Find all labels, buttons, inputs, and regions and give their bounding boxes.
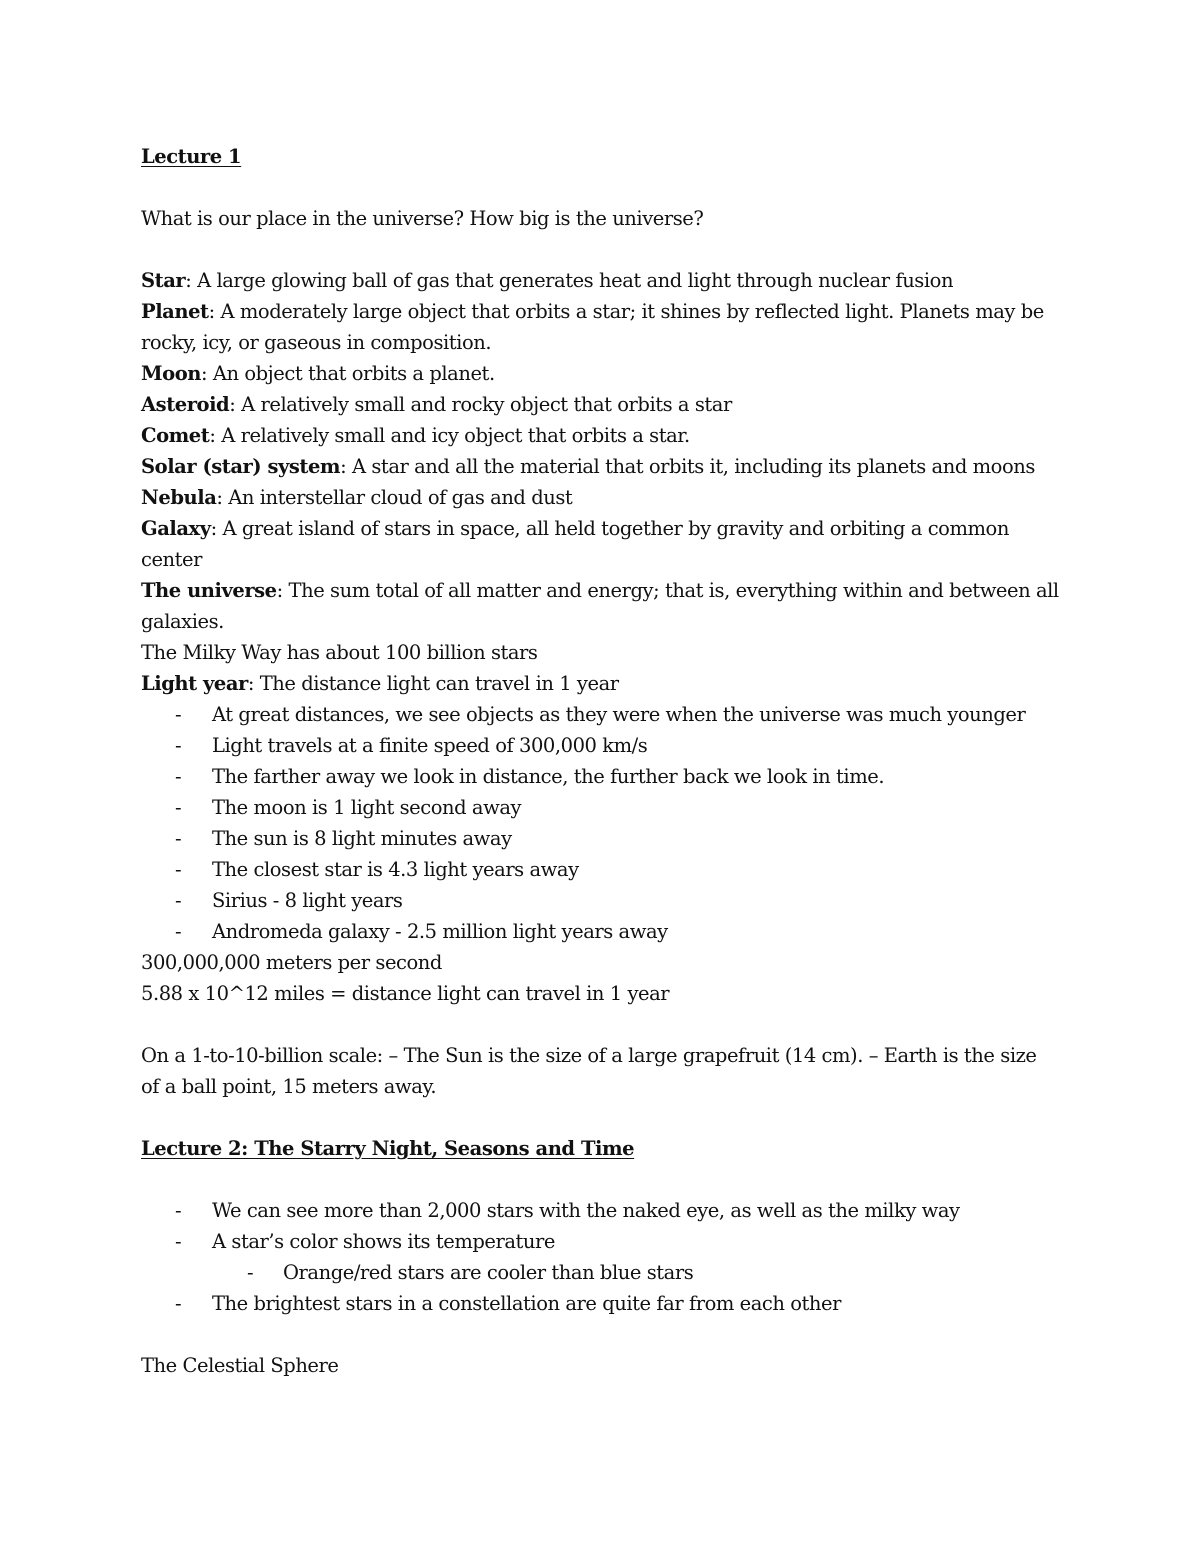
list-item <box>141 1288 1061 1319</box>
list-item-text: We can see more than 2,000 stars with the naked eye, as well as the milky way <box>212 1199 960 1222</box>
definition-solar-system <box>141 451 1061 482</box>
definition-galaxy-cont: center <box>141 548 203 571</box>
definition-star <box>141 265 1061 296</box>
list-item-text: The brightest stars in a constellation are quite far from each other <box>212 1292 842 1315</box>
definition-text: : An interstellar cloud of gas and dust <box>216 486 573 509</box>
definition-planet <box>141 296 1061 327</box>
lecture-1-heading: Lecture 1 <box>141 145 242 168</box>
list-item-text: A star’s color shows its temperature <box>212 1230 556 1253</box>
term: Solar (star) system <box>141 455 341 478</box>
definition-text: : The distance light can travel in 1 year <box>247 672 619 695</box>
list-item <box>141 823 1061 854</box>
definition-universe <box>141 575 1061 606</box>
term: Asteroid <box>141 393 230 416</box>
definition-text: : The sum total of all matter and energy; that is, everything within and between all <box>276 579 1059 602</box>
light-year-distance: 5.88 x 10^12 miles = distance light can travel in 1 year <box>141 982 670 1005</box>
definition-text: : A relatively small and icy object that orbits a star. <box>209 424 690 447</box>
list-item <box>141 792 1061 823</box>
bullet-dash: - <box>175 889 182 912</box>
term: Star <box>141 269 186 292</box>
definition-asteroid <box>141 389 1061 420</box>
definition-universe-cont: galaxies. <box>141 610 224 633</box>
list-item-text: Light travels at a finite speed of 300,000 km/s <box>212 734 648 757</box>
list-item-text: The closest star is 4.3 light years away <box>212 858 579 881</box>
definition-moon <box>141 358 1061 389</box>
definition-nebula <box>141 482 1061 513</box>
blank-line <box>141 1102 1061 1133</box>
intro-question: What is our place in the universe? How big is the universe? <box>141 207 704 230</box>
section-celestial-sphere: The Celestial Sphere <box>141 1354 339 1377</box>
bullet-dash: - <box>175 1199 182 1222</box>
list-item-text: Andromeda galaxy - 2.5 million light years away <box>212 920 668 943</box>
list-item <box>141 761 1061 792</box>
list-item <box>141 854 1061 885</box>
list-item <box>141 699 1061 730</box>
list-item-text: The farther away we look in distance, the further back we look in time. <box>212 765 885 788</box>
definition-text: : A moderately large object that orbits a star; it shines by reflected light. Planets may be <box>208 300 1044 323</box>
bullet-dash: - <box>175 796 182 819</box>
milky-way-fact: The Milky Way has about 100 billion stars <box>141 641 538 664</box>
definition-text: : A large glowing ball of gas that generates heat and light through nuclear fusion <box>185 269 954 292</box>
term: Planet <box>141 300 209 323</box>
definition-light-year <box>141 668 1061 699</box>
term: Galaxy <box>141 517 211 540</box>
definition-text: : A relatively small and rocky object that orbits a star <box>229 393 732 416</box>
bullet-dash: - <box>175 1230 182 1253</box>
scale-line-2: of a ball point, 15 meters away. <box>141 1075 437 1098</box>
blank-line <box>141 1319 1061 1350</box>
lecture-2-heading: Lecture 2: The Starry Night, Seasons and Time <box>141 1137 635 1160</box>
definition-planet-cont: rocky, icy, or gaseous in composition. <box>141 331 492 354</box>
list-item-text: At great distances, we see objects as they were when the universe was much younger <box>212 703 1026 726</box>
sub-list-item <box>141 1257 1061 1288</box>
term: Comet <box>141 424 210 447</box>
list-item-text: The sun is 8 light minutes away <box>212 827 512 850</box>
blank-line <box>141 1009 1061 1040</box>
bullet-dash: - <box>175 734 182 757</box>
definition-galaxy <box>141 513 1061 544</box>
bullet-dash: - <box>175 765 182 788</box>
blank-line <box>141 234 1061 265</box>
document-body <box>141 141 1061 1381</box>
bullet-dash: - <box>175 827 182 850</box>
term: Moon <box>141 362 201 385</box>
term: The universe <box>141 579 277 602</box>
bullet-dash: - <box>247 1261 254 1284</box>
blank-line <box>141 1164 1061 1195</box>
list-item <box>141 885 1061 916</box>
bullet-dash: - <box>175 703 182 726</box>
term: Light year <box>141 672 248 695</box>
definition-text: : A great island of stars in space, all held together by gravity and orbiting a common <box>210 517 1009 540</box>
term: Nebula <box>141 486 217 509</box>
list-item <box>141 1226 1061 1257</box>
list-item-text: The moon is 1 light second away <box>212 796 522 819</box>
bullet-dash: - <box>175 858 182 881</box>
definition-text: : A star and all the material that orbits it, including its planets and moons <box>340 455 1035 478</box>
speed-of-light: 300,000,000 meters per second <box>141 951 442 974</box>
list-item <box>141 730 1061 761</box>
blank-line <box>141 172 1061 203</box>
list-item-text: Orange/red stars are cooler than blue stars <box>283 1261 694 1284</box>
bullet-dash: - <box>175 920 182 943</box>
list-item <box>141 1195 1061 1226</box>
list-item <box>141 916 1061 947</box>
bullet-dash: - <box>175 1292 182 1315</box>
scale-line-1: On a 1-to-10-billion scale: – The Sun is the size of a large grapefruit (14 cm). – Earth is the size <box>141 1044 1037 1067</box>
definition-comet <box>141 420 1061 451</box>
definition-text: : An object that orbits a planet. <box>200 362 495 385</box>
list-item-text: Sirius - 8 light years <box>212 889 403 912</box>
